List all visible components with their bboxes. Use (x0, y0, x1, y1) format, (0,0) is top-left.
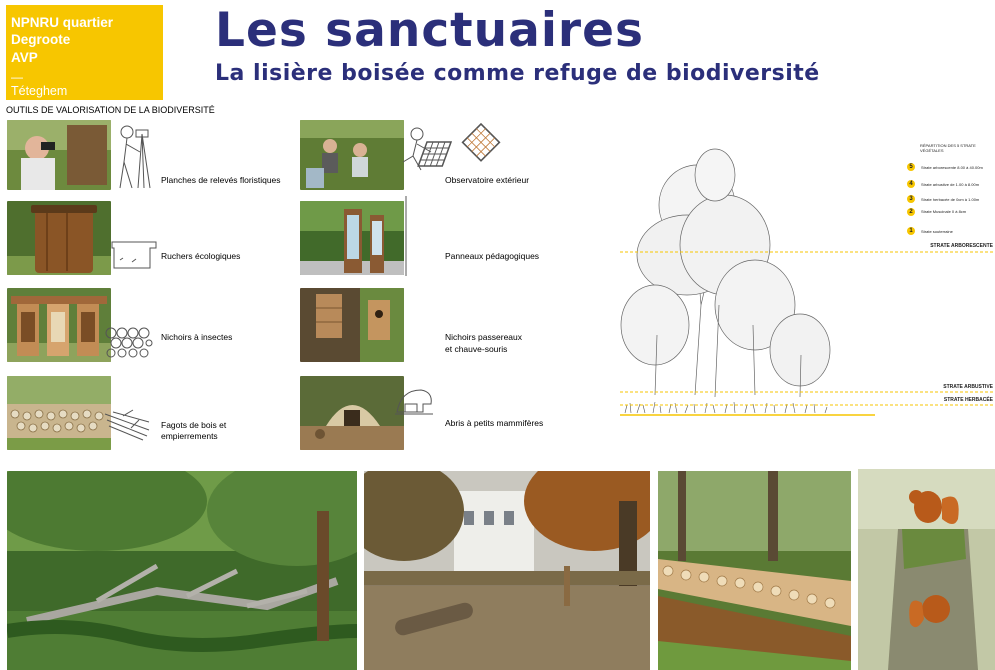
photo-beehives (7, 201, 111, 275)
photo-outdoor-observatory-art (300, 120, 404, 190)
photo-woodland-clearing-art (364, 471, 650, 670)
strata-label-herbacee: STRATE HERBACÉE (943, 397, 993, 403)
photo-stacked-logs (658, 471, 851, 670)
photo-bird-bat-boxes (300, 288, 404, 362)
strata-text-1: Strate souterraine (921, 229, 953, 234)
photo-red-squirrels (858, 469, 995, 670)
label-mammal-shelters: Abris à petits mammifères (445, 418, 544, 428)
tree-strata-diagram (615, 135, 995, 420)
photo-outdoor-observatory (300, 120, 404, 190)
strata-legend-title: RÉPARTITION DES 5 STRATE VÉGÉTALES (920, 143, 976, 153)
logo-line-2: Degroote (11, 32, 71, 47)
label-bird-bat-boxes-1: Nichoirs passereaux (445, 332, 523, 342)
photo-red-squirrels-art (858, 469, 995, 670)
photo-stacked-logs-art (658, 471, 851, 670)
tree-sketch-illustration (621, 149, 830, 397)
strata-label-arborescente: STRATE ARBORESCENTE (930, 243, 993, 249)
strata-text-4: Strate arbustive de 1.00 à 8.00m (921, 182, 980, 187)
label-outdoor-observatory: Observatoire extérieur (445, 175, 530, 185)
photo-insect-hotels-art (7, 288, 111, 362)
logo-separator: — (11, 70, 23, 84)
page-title: Les sanctuaires (215, 3, 644, 58)
label-botanical-survey: Planches de relevés floristiques (161, 175, 281, 185)
photo-fallen-tree-garden (7, 471, 357, 670)
strata-num-3: 3 (907, 195, 915, 203)
photo-bird-bat-boxes-art (300, 288, 404, 362)
photo-educational-panels-art (300, 201, 404, 275)
label-bird-bat-boxes-2: et chauve-souris (445, 344, 508, 354)
strata-num-2: 2 (907, 208, 915, 216)
project-logo-box (6, 5, 163, 100)
photo-fallen-tree-garden-art (7, 471, 357, 670)
strata-num-4: 4 (907, 180, 915, 188)
photo-insect-hotels (7, 288, 111, 362)
logo-line-1: NPNRU quartier (11, 15, 114, 30)
strata-text-3: Strate herbacée de 0cm à 1.00m (921, 197, 980, 202)
logo-line-4: Téteghem (11, 84, 68, 98)
photo-beehives-art (7, 201, 111, 275)
logo-line-3: AVP (11, 50, 38, 65)
sketch-beehive-icon (110, 238, 160, 272)
label-wood-faggots-2: empierrements (161, 431, 218, 441)
sketch-panel-post-icon (400, 196, 412, 276)
sketch-hedgehog-icon (393, 384, 437, 424)
strata-text-2: Strate Muscinale 0 à 8cm (921, 209, 967, 214)
label-insect-hotels: Nichoirs à insectes (161, 332, 233, 342)
photo-mammal-shelters-art (300, 376, 404, 450)
photo-educational-panels (300, 201, 404, 275)
strata-label-arbustive: STRATE ARBUSTIVE (943, 384, 993, 390)
sketch-surveyor-icon (110, 122, 155, 190)
sketch-log-ends-icon (103, 325, 153, 359)
label-educational-panels: Panneaux pédagogiques (445, 251, 540, 261)
photo-woodland-clearing (364, 471, 650, 670)
label-wood-faggots-1: Fagots de bois et (161, 420, 227, 430)
page-subtitle: La lisière boisée comme refuge de biodiversité (215, 61, 820, 86)
sketch-branches-icon (103, 408, 153, 442)
strata-num-5: 5 (907, 163, 915, 171)
photo-wood-faggots-art (7, 376, 111, 450)
strata-num-1: 1 (907, 227, 915, 235)
photo-botanical-survey-art (7, 120, 111, 190)
photo-wood-faggots (7, 376, 111, 450)
label-beehives: Ruchers écologiques (161, 251, 241, 261)
section-heading: OUTILS DE VALORISATION DE LA BIODIVERSITÉ (6, 105, 215, 115)
photo-mammal-shelters (300, 376, 404, 450)
strata-text-5: Strate arborescente 8.00 à 40.00m (921, 165, 983, 170)
grass-sketch (625, 402, 827, 413)
photo-botanical-survey (7, 120, 111, 190)
